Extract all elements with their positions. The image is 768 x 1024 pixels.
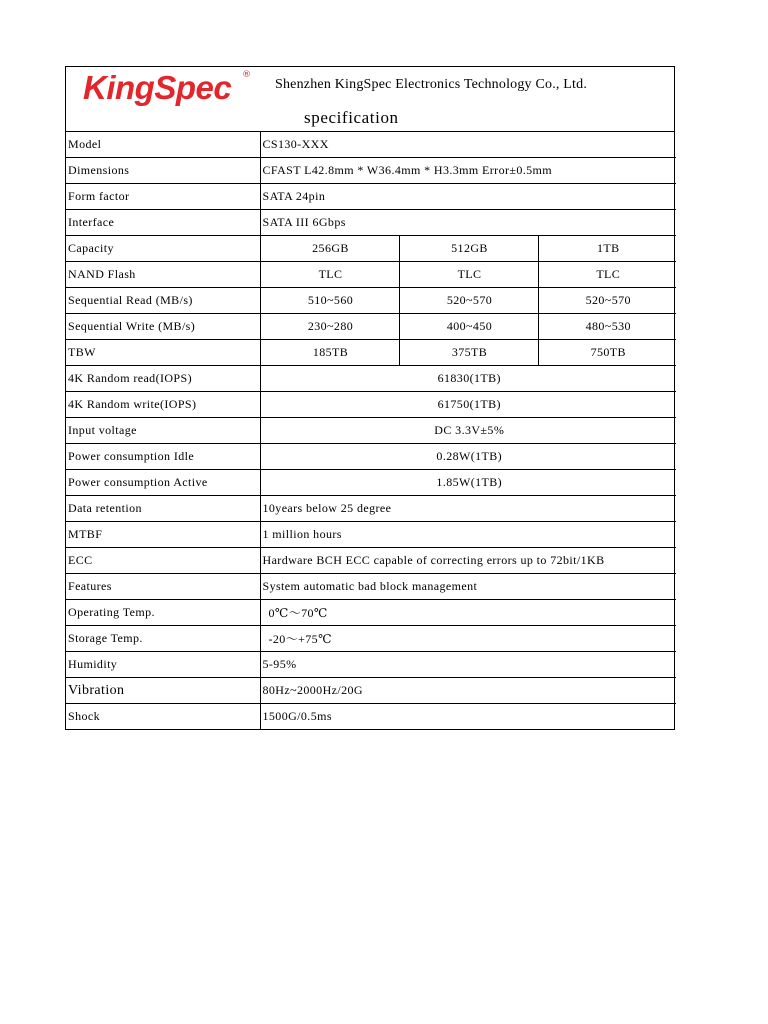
specification-sheet (65, 66, 675, 730)
row-label: Interface (66, 210, 260, 236)
table-row (66, 132, 676, 158)
row-label: NAND Flash (66, 262, 260, 288)
row-label: Power consumption Idle (66, 444, 260, 470)
row-label: Sequential Read (MB/s) (66, 288, 260, 314)
table-row (66, 366, 676, 392)
row-value: 61750(1TB) (260, 392, 676, 418)
row-value: 185TB (260, 340, 399, 366)
kingspec-logo: KingSpec (83, 69, 232, 106)
table-row (66, 262, 676, 288)
capacity-512gb: 512GB (399, 236, 538, 262)
row-label: Power consumption Active (66, 470, 260, 496)
row-value: 480~530 (538, 314, 676, 340)
row-value: 400~450 (399, 314, 538, 340)
row-value: 230~280 (260, 314, 399, 340)
table-row (66, 340, 676, 366)
row-value: 5-95% (260, 652, 676, 678)
row-value: SATA 24pin (260, 184, 676, 210)
row-label: Features (66, 574, 260, 600)
table-row (66, 652, 676, 678)
row-label: Vibration (66, 678, 260, 704)
table-row (66, 158, 676, 184)
row-value: TLC (260, 262, 399, 288)
table-row (66, 548, 676, 574)
table-row (66, 704, 676, 730)
row-value: SATA III 6Gbps (260, 210, 676, 236)
row-value: 1 million hours (260, 522, 676, 548)
row-label: 4K Random write(IOPS) (66, 392, 260, 418)
row-value: System automatic bad block management (260, 574, 676, 600)
row-value: 0℃～70℃ (260, 600, 676, 626)
row-value: 1.85W(1TB) (260, 470, 676, 496)
table-row (66, 678, 676, 704)
row-label: 4K Random read(IOPS) (66, 366, 260, 392)
row-label: Dimensions (66, 158, 260, 184)
capacity-1tb: 1TB (538, 236, 676, 262)
row-value: 375TB (399, 340, 538, 366)
row-value: 80Hz~2000Hz/20G (260, 678, 676, 704)
company-name: Shenzhen KingSpec Electronics Technology Co., Ltd. (275, 77, 588, 92)
row-label: MTBF (66, 522, 260, 548)
table-row (66, 600, 676, 626)
row-label: Storage Temp. (66, 626, 260, 652)
capacity-256gb: 256GB (260, 236, 399, 262)
row-label: Sequential Write (MB/s) (66, 314, 260, 340)
row-value: TLC (538, 262, 676, 288)
row-label: Operating Temp. (66, 600, 260, 626)
row-label: Capacity (66, 236, 260, 262)
table-row (66, 210, 676, 236)
row-label: ECC (66, 548, 260, 574)
row-label: TBW (66, 340, 260, 366)
row-value: 1500G/0.5ms (260, 704, 676, 730)
row-value: 750TB (538, 340, 676, 366)
row-value: TLC (399, 262, 538, 288)
table-row (66, 522, 676, 548)
table-row (66, 418, 676, 444)
row-value: 61830(1TB) (260, 366, 676, 392)
table-row (66, 288, 676, 314)
table-row (66, 314, 676, 340)
document-title: specification (304, 108, 399, 127)
row-value: 510~560 (260, 288, 399, 314)
table-row (66, 470, 676, 496)
row-value: 520~570 (538, 288, 676, 314)
table-row (66, 574, 676, 600)
row-value: CFAST L42.8mm * W36.4mm * H3.3mm Error±0.5mm (260, 158, 676, 184)
table-row (66, 184, 676, 210)
sheet-header (66, 67, 674, 132)
row-label: Data retention (66, 496, 260, 522)
row-value: 10years below 25 degree (260, 496, 676, 522)
row-label: Input voltage (66, 418, 260, 444)
row-label: Humidity (66, 652, 260, 678)
spec-table (66, 132, 676, 729)
registered-mark: ® (242, 70, 251, 80)
row-value: CS130-XXX (260, 132, 676, 158)
row-value: DC 3.3V±5% (260, 418, 676, 444)
table-row (66, 626, 676, 652)
row-label: Form factor (66, 184, 260, 210)
row-label: Shock (66, 704, 260, 730)
row-value: Hardware BCH ECC capable of correcting errors up to 72bit/1KB (260, 548, 676, 574)
row-value: -20～+75℃ (260, 626, 676, 652)
table-row (66, 444, 676, 470)
table-row (66, 236, 676, 262)
table-row (66, 496, 676, 522)
row-label: Model (66, 132, 260, 158)
row-value: 0.28W(1TB) (260, 444, 676, 470)
row-value: 520~570 (399, 288, 538, 314)
table-row (66, 392, 676, 418)
